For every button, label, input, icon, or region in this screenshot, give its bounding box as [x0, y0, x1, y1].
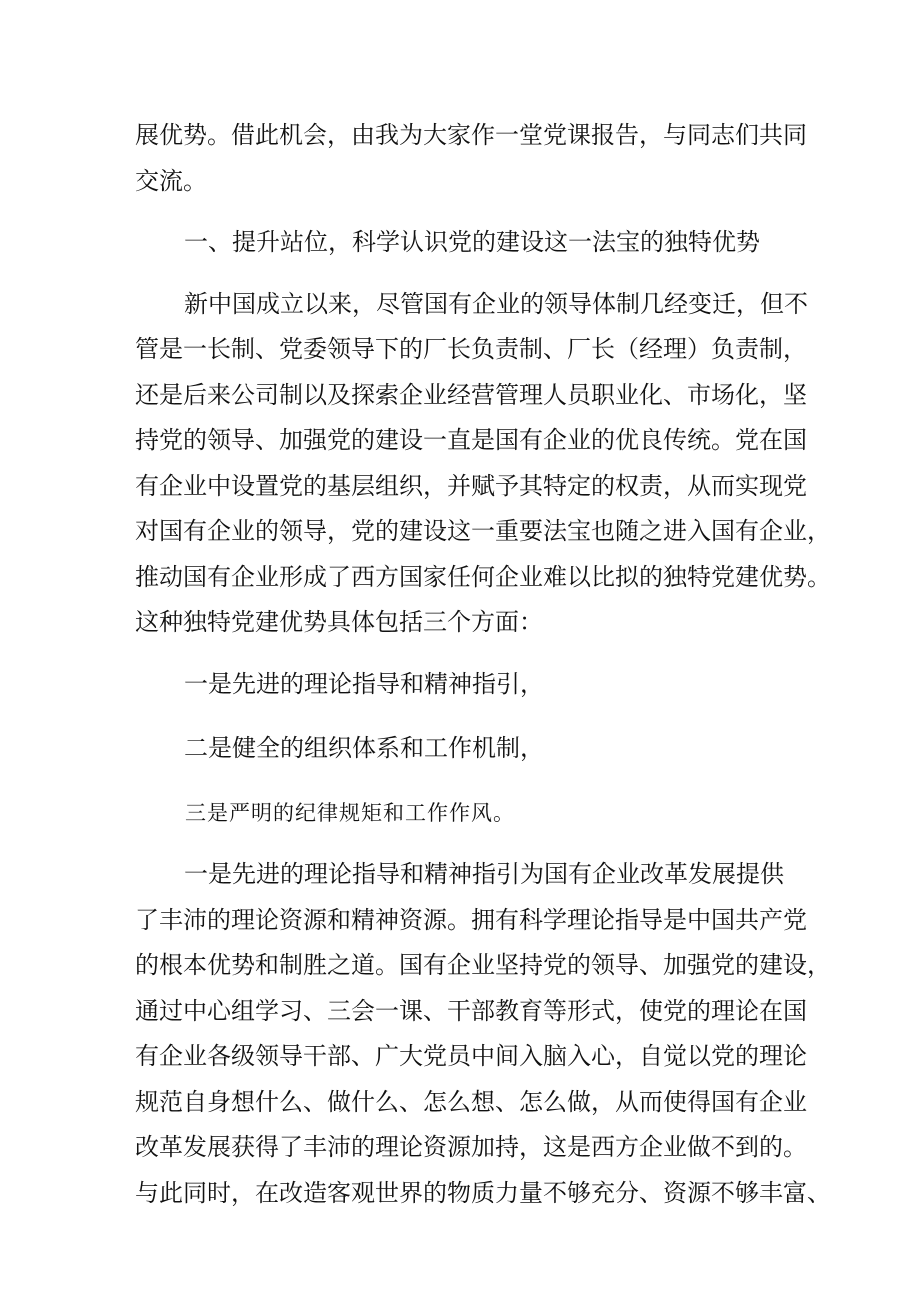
text-line: 展优势。借此机会，由我为大家作一堂党课报告，与同志们共同: [135, 121, 807, 149]
text-line: 通过中心组学习、三会一课、干部教育等形式，使党的理论在国: [135, 996, 807, 1025]
text-line: 新中国成立以来，尽管国有企业的领导体制几经变迁，但不: [184, 289, 808, 318]
text-line: 了丰沛的理论资源和精神资源。拥有科学理论指导是中国共产党: [135, 905, 807, 934]
list-item: 二是健全的组织体系和工作机制，: [184, 734, 544, 762]
text-line: 改革发展获得了丰沛的理论资源加持，这是西方企业做不到的。: [135, 1133, 807, 1161]
text-line: 还是后来公司制以及探索企业经营管理人员职业化、市场化，坚: [135, 380, 807, 409]
text-line: 持党的领导、加强党的建设一直是国有企业的优良传统。党在国: [135, 426, 807, 454]
text-line: 规范自身想什么、做什么、怎么想、怎么做，从而使得国有企业: [135, 1087, 807, 1116]
body-paragraph: [135, 852, 831, 1216]
document-body: [135, 113, 831, 1216]
list-item: 一是先进的理论指导和精神指引，: [184, 669, 544, 698]
text-line: 的根本优势和制胜之道。国有企业坚持党的领导、加强党的建设，: [135, 951, 831, 979]
text-line: 有企业中设置党的基层组织，并赋予其特定的权责，从而实现党: [135, 471, 807, 500]
intro-paragraph: [135, 113, 805, 204]
body-paragraph: [135, 282, 831, 646]
list-item: 三是严明的纪律规矩和工作作风。: [185, 800, 515, 825]
text-line: 一是先进的理论指导和精神指引为国有企业改革发展提供: [184, 860, 784, 888]
text-line: 对国有企业的领导，党的建设这一重要法宝也随之进入国有企业，: [135, 517, 831, 545]
text-line: 与此同时，在改造客观世界的物质力量不够充分、资源不够丰富、: [135, 1178, 831, 1207]
text-line: 这种独特党建优势具体包括三个方面：: [135, 608, 543, 636]
section-heading: 一、提升站位，科学认识党的建设这一法宝的独特优势: [184, 228, 760, 256]
text-line: 推动国有企业形成了西方国家任何企业难以比拟的独特党建优势。: [135, 562, 831, 591]
text-line: 交流。: [135, 166, 207, 195]
text-line: 管是一长制、党委领导下的厂长负责制、厂长（经理）负责制，: [135, 335, 807, 363]
text-line: 有企业各级领导干部、广大党员中间入脑入心，自觉以党的理论: [135, 1042, 807, 1070]
